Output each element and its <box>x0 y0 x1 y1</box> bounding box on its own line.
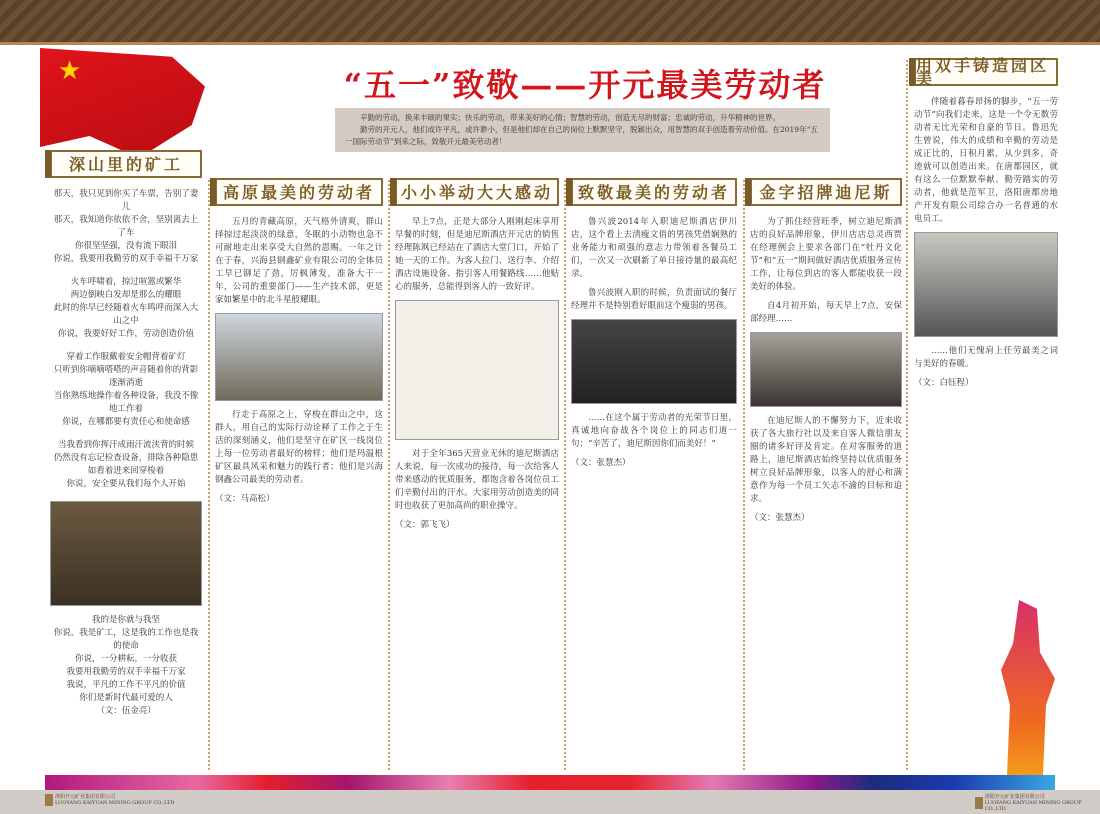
paragraph: ……在这个属于劳动者的光荣节日里，真诚地向奋战各个岗位上的同志们道一句：“辛苦了，迪尼斯因你们而美好！” <box>571 413 737 449</box>
paragraph: ……他们无愧肩上任劳最美之词与美好的春暖。 <box>914 346 1058 369</box>
intro-paragraph: 辛勤的劳动，换来丰硕的果实；快乐的劳动，带来美好的心情；智慧的劳动，创造无尽的财富；忠诚的劳动，升华精神的世界。 <box>360 113 780 122</box>
section-header: 深山里的矿工 <box>50 150 202 178</box>
company-logo: 洛阳开元矿业集团有限公司 LUOYANG KAIYUAN MINING GROUP CO.,LTD <box>45 793 174 806</box>
poem-line: 当我看到你挥汗成雨汗流浃背的时候 <box>57 440 194 450</box>
poem-line: 我说，平凡的工作不平凡的价值 <box>66 680 186 690</box>
section-header: 致敬最美的劳动者 <box>571 178 737 206</box>
paragraph: 为了抓住经营旺季，树立迪尼斯酒店的良好品牌形象，伊川店店总灵西贾在经理例会上要求各部门在“牡丹文化节”和“五一”期间做好酒店优质服务宣传工作，让每位到店的客人都能收获一段美好的体验。 <box>750 217 902 292</box>
poem-line: 仍然没有忘记检查设备，排除各种隐患 <box>53 453 199 463</box>
article-photo <box>395 300 559 440</box>
article-photo <box>50 501 202 606</box>
poem-line: 你们是新时代最可爱的人 <box>79 693 173 703</box>
poem-line: 你说，我要好好工作，劳动创造价值 <box>57 329 194 339</box>
section-header: 金字招牌迪尼斯 <box>750 178 902 206</box>
article-mountain-miner <box>50 150 202 718</box>
poem-line: 两边倒映白发却是那么的耀眼 <box>70 290 182 300</box>
paragraph: 早上7点，正是大部分人刚刚起床享用早餐的时刻，但是迪尼斯酒店开元店的销售经理陈飒已经站在了酒店大堂门口，开始了她一天的工作。为客人拉门、送行李、介绍酒店设施设备、指引客人用餐路线……他贴心的服务，总能得到客人的一致好评。 <box>395 217 559 292</box>
article-photo <box>215 313 383 401</box>
article-salute-workers <box>571 178 737 476</box>
color-stripe <box>45 775 1055 790</box>
poem-line: 穿着工作服戴着安全帽背着矿灯 <box>66 352 186 362</box>
paragraph: 在迪尼斯人的不懈努力下，近来收获了各大旅行社以及来自客人微信朋友圈的诸多好评及肯定。在对客服务的道路上，迪尼斯酒店始终坚持以优质服务树立良好品牌形象，以客人的舒心和满意作为每一个员工矢志不渝的目标和追求。 <box>750 416 902 504</box>
author-credit: （文：张慧杰） <box>571 458 631 468</box>
page-title: “五一”致敬——开元最美劳动者 <box>343 66 827 104</box>
article-golden-brand <box>750 178 902 531</box>
poem-line: 你说，一分耕耘，一分收获 <box>74 654 177 664</box>
paragraph: 行走于高原之上，穿梭在群山之中，这群人，用自己的实际行动诠释了工作之于生活的深刻涵义，他们是坚守在矿区一线岗位上每一位劳动者最好的榜样；他们是玛温根矿区最具风采和魅力的践行者；他们是兴海钢鑫公司最美的劳动者。 <box>215 410 383 485</box>
section-header: 小小举动大大感动 <box>395 178 559 206</box>
article-photo <box>750 332 902 407</box>
author-credit: （文：伍金亮） <box>96 706 156 716</box>
section-header: 高原最美的劳动者 <box>215 178 383 206</box>
poem-line: 你说，我是矿工，这是我的工作也是我的使命 <box>53 628 199 651</box>
paragraph: 鲁兴波刚入职的时候，负责面试的餐厅经理并不是特别看好眼前这个瘦弱的男孩。 <box>571 288 737 311</box>
poem-line: 你说，安全要从我们每个人开始 <box>66 479 186 489</box>
article-photo <box>571 319 737 404</box>
star-icon: ★ <box>58 56 82 86</box>
company-logo: 洛阳开元矿业集团有限公司 LUOYANG KAIYUAN MINING GROUP CO.,LTD <box>975 793 1100 812</box>
intro-box <box>335 108 830 152</box>
poem-line: 火车呼啸着，掠过喧嚣或繁华 <box>70 277 182 287</box>
poem-line: 此时的你早已经随着火车鸣呼而深入大山之中 <box>53 303 199 326</box>
poem-line: 我要用我勤劳的双手幸福千万家 <box>66 667 186 677</box>
poem-line: 那天，我只见到你买了车票，告别了妻儿 <box>53 189 199 212</box>
author-credit: （文：白钰程） <box>914 378 974 388</box>
article-photo <box>914 232 1058 337</box>
poem-line: 当你熟练地操作着各种设备，我没不像地工作着 <box>53 391 199 414</box>
intro-paragraph: 勤劳的开元人，他们或许平凡，或许渺小，但是他们却在自己的岗位上默默坚守，脱颖出众，用智慧的双手创造着劳动价值。在2019年“五一国际劳动节”到来之际，致敬开元最美劳动者！ <box>345 125 818 146</box>
paragraph: 鲁兴波2014年入职迪尼斯酒店伊川店，这个看上去清瘦文俏的男孩凭借娴熟的业务能力和顽强的意志力带领着各餐员工们，一次又一次刷新了单日接待量的最高纪录。 <box>571 217 737 279</box>
poem-line: 那天，我知道你依依不舍，坚别离去上了车 <box>53 215 199 238</box>
author-credit: （文：张慧杰） <box>750 513 810 523</box>
footer <box>0 790 1100 814</box>
poem-line: 如看着进来回穿梭着 <box>87 466 165 476</box>
poem-line: 只听到你嘀嘀嗒嗒的声音随着你的背影逐渐消逝 <box>53 365 199 388</box>
paragraph: 伴随着暮春昂扬的脚步，“五一劳动节”向我们走来，这是一个令无数劳动者无比光荣和自豪的节日。鲁迅先生曾说，伟大的成绩和辛勤的劳动是成正比的，日积月累，从少到多，奇迹就可以创造出来。在唐都园区，就有这么一位默默奉献、勤劳踏实的劳动者，他就是范军卫，洛阳唐都房地产开发有限公司综合办一名普通的水电员工。 <box>914 97 1058 224</box>
trumpeter-silhouette <box>995 600 1055 775</box>
author-credit: （文：马高松） <box>215 494 275 504</box>
paragraph: 自4月初开始，每天早上7点，安保部经理…… <box>750 301 902 324</box>
paragraph: 五月的青藏高原，天气格外清爽，群山择掠过起淡淡的绿意，冬眠的小动物也急不可耐地走出来享受大自然的恩赐。一年之计在于春，兴海县钢鑫矿业有限公司的全体员工早已铆足了劲，厉枫薄发，准备大干一年，公司的重要部门——生产技术部，更是家如繁星中的北斗星般耀眼。 <box>215 217 383 305</box>
article-park-beauty <box>914 58 1058 396</box>
poem-line: 你很坚坚强，没有流下眼泪 <box>74 241 177 251</box>
article-small-acts <box>395 178 559 538</box>
section-header: 用双手铸造园区美 <box>914 58 1058 86</box>
article-plateau-worker <box>215 178 383 512</box>
paragraph: 对于全年365天营业无休的迪尼斯酒店人来说，每一次成功的接待，每一次给客人带来感动的优质服务，都饱含着各岗位员工们辛勤付出的汗水。大家用劳动创造美的同时也收获了更加高尚的职业操守。 <box>395 449 559 511</box>
poem-line: 我的是你就与我坚 <box>91 615 160 625</box>
top-decorative-band <box>0 0 1100 45</box>
poem-line: 你说，在哪都要有责任心和使命感 <box>62 417 190 427</box>
poem-line: 你说，我要用我勤劳的双手幸福千万家 <box>53 254 199 264</box>
author-credit: （文：郭飞飞） <box>395 520 455 530</box>
